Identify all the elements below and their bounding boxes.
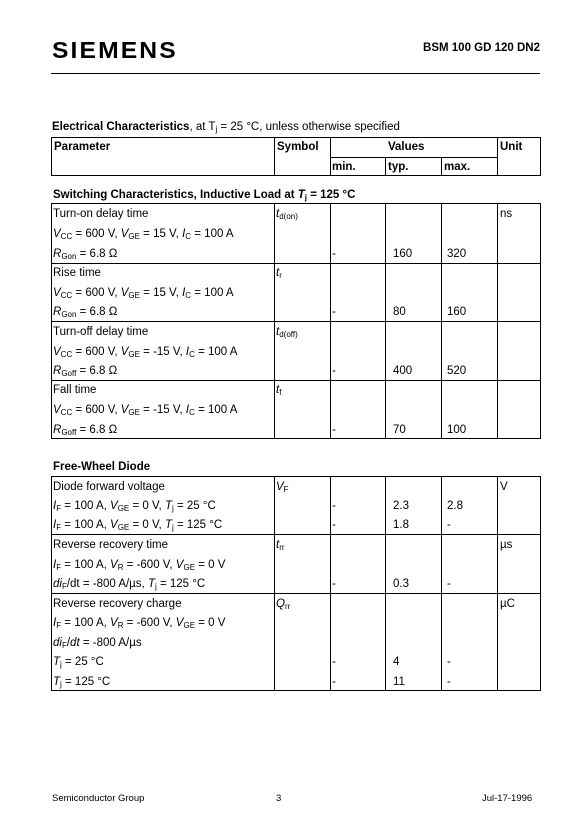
- val-typ: 400: [393, 365, 413, 377]
- val-max: 320: [447, 248, 467, 260]
- row-name: Fall time: [53, 384, 97, 396]
- brand-logo: SIEMENS: [52, 37, 178, 63]
- val-max: -: [447, 578, 451, 590]
- row-condition: $R_{Goff} = 6.8$ Ω: [53, 424, 118, 437]
- val-max: 520: [447, 365, 467, 377]
- page-number: 3: [276, 793, 282, 804]
- row-condition: $I_F = 100$ A, $V_{GE} = 0$ V, $T_j = 125$ °C: [53, 519, 223, 532]
- val-typ: 70: [393, 424, 406, 436]
- rule-row1: [51, 263, 541, 264]
- row-name: Turn-off delay time: [53, 326, 149, 338]
- val-typ: 0.3: [393, 578, 409, 590]
- rule-switch-title: [51, 203, 541, 204]
- val-max: 160: [447, 306, 467, 318]
- val-min: -: [332, 676, 336, 688]
- row-condition: $R_{Gon} = 6.8$ Ω: [53, 248, 118, 261]
- row-condition: $di_F/dt = -800$ A/µs, $T_j = 125$ °C: [53, 578, 206, 591]
- col-unit: Unit: [500, 141, 523, 153]
- col-values: Values: [388, 141, 425, 153]
- row-condition: $I_F = 100$ A, $V_{GE} = 0$ V, $T_j = 25$ °C: [53, 500, 216, 513]
- switching-title: Switching Characteristics, Inductive Load at $T_j = 125$ °C: [53, 189, 356, 202]
- row-symbol: $Q_{rr}$: [276, 598, 291, 611]
- switching-unit: ns: [500, 208, 513, 220]
- rule-bottom: [51, 690, 541, 691]
- row-condition: $V_{CC} = 600$ V, $V_{GE} = -15$ V, $I_C = 100$ A: [53, 346, 238, 359]
- footer-date: Jul-17-1996: [482, 793, 533, 804]
- val-min: -: [332, 519, 336, 531]
- val-min: -: [332, 306, 336, 318]
- rule-row4: [51, 438, 541, 439]
- row-unit: µs: [500, 539, 513, 551]
- row-condition: $I_F = 100$ A, $V_R = -600$ V, $V_{GE} = 0$ V: [53, 559, 226, 572]
- val-typ: 80: [393, 306, 406, 318]
- row-condition: $R_{Gon} = 6.8$ Ω: [53, 306, 118, 319]
- rule-diode-title: [51, 476, 541, 477]
- row-condition: $di_F/dt = -800$ A/µs: [53, 637, 142, 650]
- diode-title: Free-Wheel Diode: [53, 461, 151, 473]
- col-typ: typ.: [388, 161, 409, 173]
- row-symbol: $t_{d(on)}$: [276, 208, 298, 221]
- row-condition: $T_j = 125$ °C: [53, 676, 111, 689]
- val-max: 2.8: [447, 500, 463, 512]
- rule-forward: [51, 534, 541, 535]
- val-min: -: [332, 248, 336, 260]
- val-typ: 2.3: [393, 500, 409, 512]
- row-name: Reverse recovery time: [53, 539, 169, 551]
- val-max: 100: [447, 424, 467, 436]
- row-condition: $V_{CC} = 600$ V, $V_{GE} = 15$ V, $I_C = 100$ A: [53, 287, 234, 300]
- val-min: -: [332, 424, 336, 436]
- rule-values-sub: [330, 157, 497, 158]
- val-min: -: [332, 365, 336, 377]
- col-symbol: Symbol: [277, 141, 319, 153]
- row-symbol: $V_F$: [276, 481, 289, 494]
- col-max: max.: [444, 161, 471, 173]
- row-name: Rise time: [53, 267, 101, 279]
- val-typ: 4: [393, 656, 400, 668]
- val-min: -: [332, 500, 336, 512]
- row-name: Turn-on delay time: [53, 208, 149, 220]
- row-symbol: $t_r$: [276, 267, 282, 280]
- row-condition: $R_{Goff} = 6.8$ Ω: [53, 365, 118, 378]
- row-symbol: $t_{d(off)}$: [276, 326, 298, 339]
- part-number: BSM 100 GD 120 DN2: [423, 42, 540, 54]
- val-max: -: [447, 656, 451, 668]
- rule-top: [51, 137, 541, 138]
- rule-row3: [51, 380, 541, 381]
- val-typ: 1.8: [393, 519, 409, 531]
- val-min: -: [332, 656, 336, 668]
- row-condition: $V_{CC} = 600$ V, $V_{GE} = 15$ V, $I_C = 100$ A: [53, 228, 234, 241]
- header-rule: [51, 73, 540, 74]
- col-parameter: Parameter: [54, 141, 111, 153]
- rule-trr: [51, 593, 541, 594]
- val-typ: 11: [393, 676, 405, 688]
- footer-company: Semiconductor Group: [52, 793, 145, 804]
- rule-header-bottom: [51, 175, 541, 176]
- row-name: Diode forward voltage: [53, 481, 165, 493]
- row-condition: $V_{CC} = 600$ V, $V_{GE} = -15$ V, $I_C = 100$ A: [53, 404, 238, 417]
- val-max: -: [447, 519, 451, 531]
- row-condition: $I_F = 100$ A, $V_R = -600$ V, $V_{GE} = 0$ V: [53, 617, 226, 630]
- row-symbol: $t_{rr}$: [276, 539, 285, 552]
- val-typ: 160: [393, 248, 413, 260]
- col-min: min.: [332, 161, 356, 173]
- row-unit: V: [500, 481, 508, 493]
- row-name: Reverse recovery charge: [53, 598, 182, 610]
- section-title: Electrical Characteristics, at $T_j = 25$ °C, unless otherwise specified: [52, 121, 400, 134]
- row-unit: µC: [500, 598, 515, 610]
- rule-row2: [51, 321, 541, 322]
- val-max: -: [447, 676, 451, 688]
- row-condition: $T_j = 25$ °C: [53, 656, 104, 669]
- row-symbol: $t_f$: [276, 384, 282, 397]
- val-min: -: [332, 578, 336, 590]
